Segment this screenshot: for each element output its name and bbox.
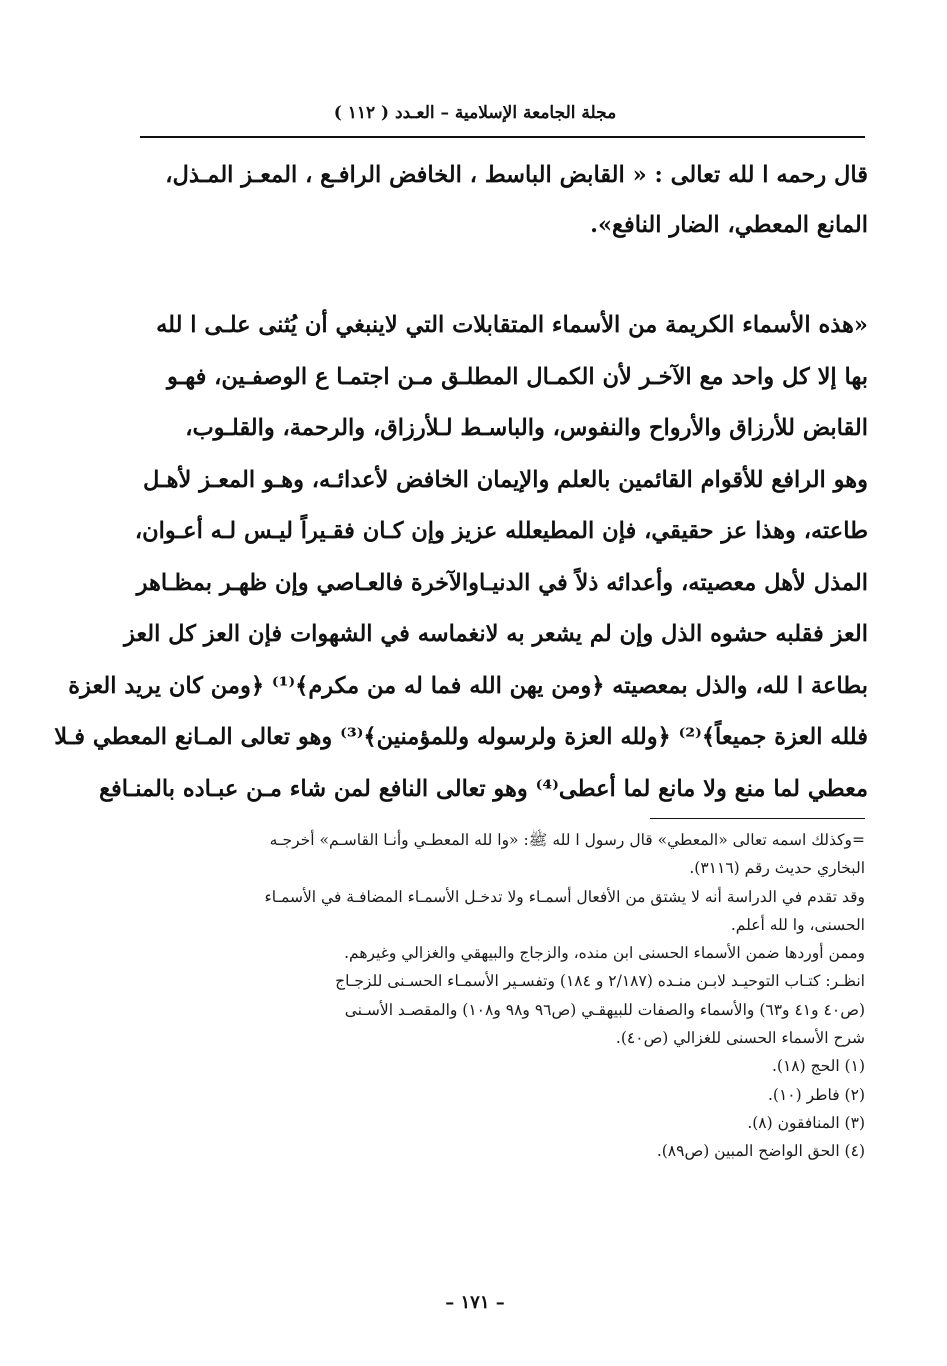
footnote-line: (٣) المنافقون (٨). xyxy=(747,1113,865,1132)
footnote-line: (٤) الحق الواضح المبين (ص٨٩). xyxy=(656,1142,865,1161)
main-paragraph xyxy=(54,300,868,815)
running-header: مجلة الجامعة الإسلامية – العـدد ( ١١٢ ) xyxy=(333,103,617,123)
footnote-line: البخاري حديث رقم (٣١١٦). xyxy=(689,859,865,878)
intro-paragraph xyxy=(146,150,868,250)
main-line: بها إلا كل واحد مع الآخـر لأن الكمـال المطلـق مـن اجتمـا ع الوصفـين، فهـو xyxy=(166,363,868,390)
intro-line: قال رحمه ا لله تعالى : « القابض الباسط ، الخافض الرافـع ، المعـز المـذل، xyxy=(165,162,868,188)
footnotes xyxy=(150,826,865,1166)
footnote-line: وممن أوردها ضمن الأسماء الحسنى ابن منده، والزجاج والبيهقي والغزالي وغيرهم. xyxy=(344,944,865,963)
main-line: وهو الرافع للأقوام القائمين بالعلم والإيمان الخافض لأعدائـه، وهـو المعـز لأهـل xyxy=(143,466,868,493)
footnote-line: وقد تقدم في الدراسة أنه لا يشتق من الأفعال أسمـاء ولا تدخـل الأسمـاء المضافـة في الأسمـاء xyxy=(264,887,865,906)
main-line: معطي لما منع ولا مانع لما أعطى⁽⁴⁾ وهو تعالى النافع لمن شاء مـن عبـاده بالمنـافع xyxy=(99,775,868,802)
main-line: فلله العزة جميعاً﴾⁽²⁾ ﴿ولله العزة ولرسوله وللمؤمنين﴾⁽³⁾ وهو تعالى المـانع المعطي فـلا xyxy=(54,724,868,750)
footnote-line: انظـر: كتـاب التوحيـد لابـن منـده (٢/١٨٧ و ١٨٤) وتفسـير الأسمـاء الحسـنى للزجـاج xyxy=(335,972,865,991)
main-line: المذل لأهل معصيته، وأعدائه ذلاً في الدنيـاوالآخرة فالعـاصي وإن ظهـر بمظـاهر xyxy=(136,569,868,596)
main-line: بطاعة ا لله، والذل بمعصيته ﴿ومن يهن الله فما له من مكرم﴾⁽¹⁾ ﴿ومن كان يريد العزة xyxy=(68,672,868,699)
footnote-line: شرح الأسماء الحسنى للغزالي (ص٤٠). xyxy=(615,1029,865,1048)
main-line: القابض للأرزاق والأرواح والنفوس، والباسـط لـلأرزاق، والرحمة، والقلـوب، xyxy=(185,415,868,441)
footnote-line: الحسنى، وا لله أعلم. xyxy=(730,915,865,934)
footnote-line: (١) الحج (١٨). xyxy=(771,1057,865,1076)
footnote-separator xyxy=(650,818,865,819)
footnote-line: (ص٤٠ و٤١ و٦٣) والأسماء والصفات للبيهقـي (ص٩٦ و٩٨ و١٠٨) والمقصـد الأسـنى xyxy=(344,1000,865,1019)
page-number: – ١٧١ – xyxy=(445,1292,505,1313)
main-line: العز فقلبه حشوه الذل وإن لم يشعر به لانغماسه في الشهوات فإن العز كل العز xyxy=(123,621,868,647)
header-rule xyxy=(140,136,865,138)
intro-line: المانع المعطي، الضار النافع». xyxy=(590,212,868,238)
footnote-line: =وكذلك اسمه تعالى «المعطي» قال رسول ا لله ﷺ: «وا لله المعطـي وأنـا القاسـم» أخرجـه xyxy=(269,831,865,849)
footnote-line: (٢) فاطر (١٠). xyxy=(767,1085,865,1104)
main-line: «هذه الأسماء الكريمة من الأسماء المتقابلات التي لاينبغي أن يُثنى علـى ا لله xyxy=(156,312,868,338)
main-line: طاعته، وهذا عز حقيقي، فإن المطيعلله عزيز وإن كـان فقـيراً ليـس لـه أعـوان، xyxy=(134,518,868,544)
